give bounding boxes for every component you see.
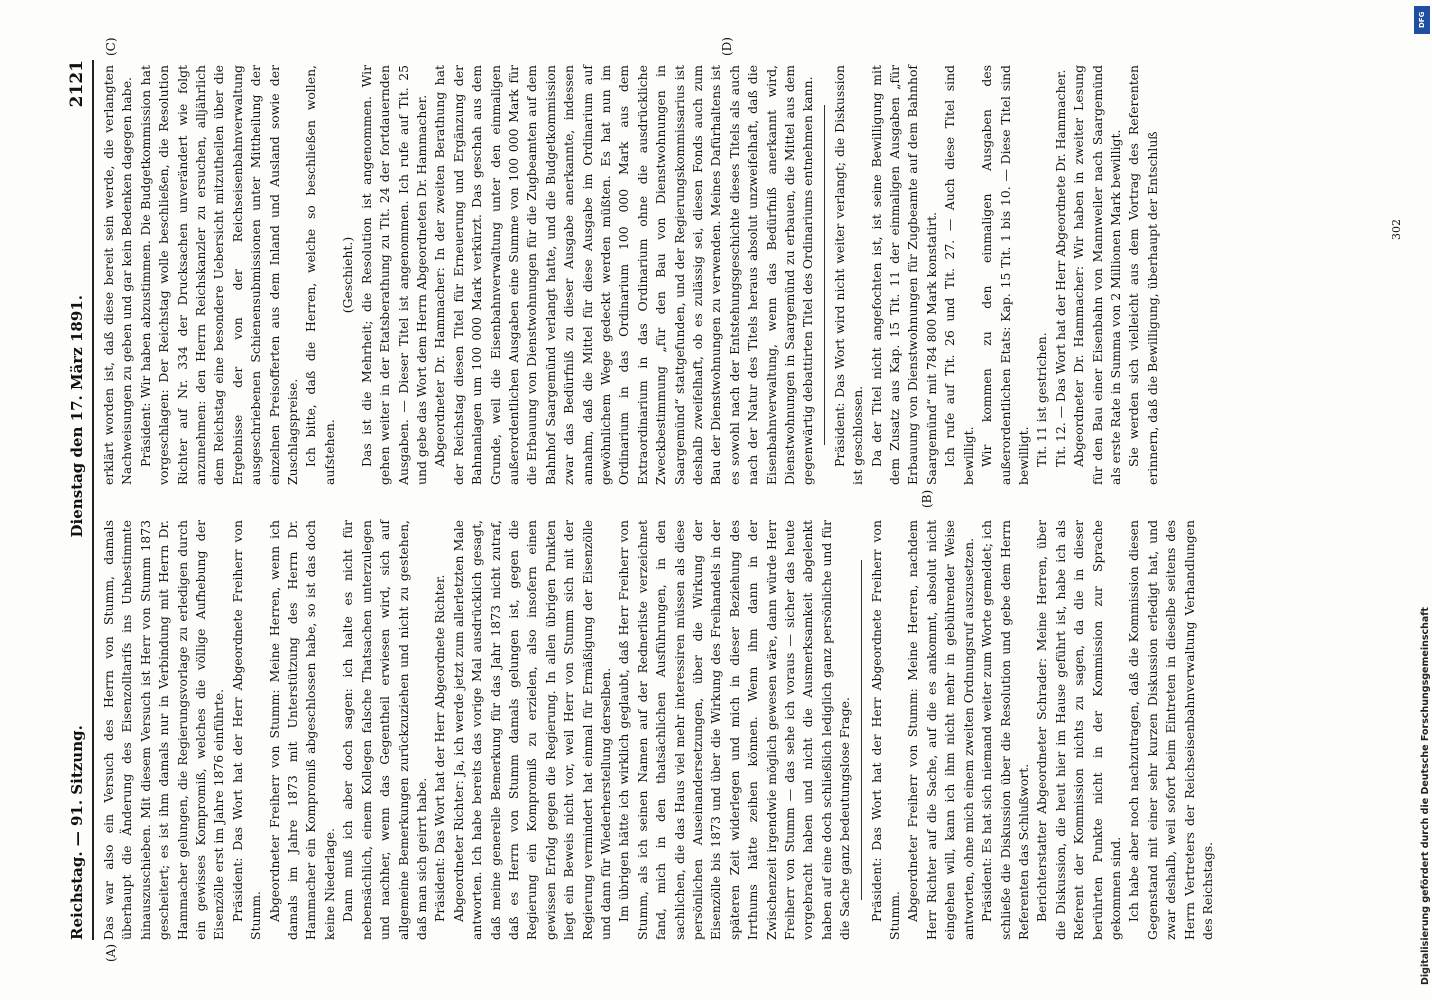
paragraph: Im übrigen hätte ich wirklich geglaubt, daß Herr Freiherr von Stumm, als ich seinen Namen auf der Rednerliste verzeichnet fand, mich in den thatsächlichen Ausführungen, in den sachlichen, die das Haus viel mehr interessiren müssen als diese persönlichen Auseinandersetzungen, über die Wirkung der Eisenzölle bis 1873 und über die Wirkung des Freihandels in der späteren Zeit widerlegen und mich in dieser Beziehung des Irrthums hätte zeihen können. Wenn ihm dann in der Zwischenzeit irgendwie möglich gewesen wäre, dann würde Herr Freiherr von Stumm — das sehe ich voraus — sicher das heute vorgebracht haben und nicht die Ausmerksamkeit abgelenkt haben auf eine doch schließlich lediglich ganz persönliche und für die Sache ganz bedeutungslose Frage.	[616, 520, 853, 940]
paragraph: Tit. 12. — Das Wort hat der Herr Abgeordnete Dr. Hammacher.	[1052, 69, 1068, 467]
header-rule	[92, 60, 94, 940]
paragraph: Abgeordneter Freiherr von Stumm: Meine Herren, wenn ich damals im Jahre 1873 mit Unterstützung des Herrn Dr. Hammacher ein Kompromiß abgeschlossen habe, so ist das doch keine Niederlage.	[266, 520, 337, 940]
margin-mark-a: (A)	[104, 943, 118, 962]
paragraph: erklärt worden ist, daß diese bereit sein werde, die verlangten Nachweisungen zu geben und gar kein Bedenken dagegen habe.	[101, 65, 135, 485]
page-header	[62, 60, 92, 940]
paragraph: Präsident: Das Wort hat der Herr Abgeordnete Freiherr von Stumm.	[229, 520, 264, 940]
paragraph: Ich habe aber noch nachzutragen, daß die Kommission diesen Gegenstand mit einer sehr kurzen Diskussion erledigt hat, und zwar deshalb, weil sofort beim Eintreten in dieselbe seitens des Herrn Vertreters der Reichseisenbahnverwaltung Verhandlungen des Reichstags.	[1126, 520, 1215, 940]
margin-mark-b: (B)	[920, 489, 934, 508]
paragraph: Abgeordneter Richter: Ja, ich werde jetzt zum allerletzten Male antworten. Ich habe bereits das vorige Mal ausdrücklich gesagt, daß meine generelle Bemerkung für das Jahr 1873 nicht zutraf, daß es Herrn von Stumm damals gelungen ist, gegen die Regierung ein Kompromiß zu erzielen, also insofern einen gewissen Erfolg gegen die Regierung. In allen übrigen Punkten liegt ein Beweis nicht vor, weil Herr von Stumm sich mit der Regierung vermindert hat einmal für Ermäßigung der Eisenzölle und dann für Wiederherstellung derselben.	[450, 520, 613, 940]
paragraph: Präsident: Es hat sich niemand weiter zum Worte gemeldet; ich schließe die Diskussion über die Resolution und gebe dem Herrn Referenten das Schlußwort.	[979, 520, 1031, 940]
header-title: Reichstag. — 91. Sitzung.	[68, 725, 86, 940]
paragraph: Präsident: Das Wort hat der Herr Abgeordnete Richter.	[432, 574, 448, 922]
paragraph: Präsident: Das Wort wird nicht weiter verlangt; die Diskussion ist geschlossen.	[831, 65, 866, 485]
dfg-logo: DFG	[1414, 6, 1430, 34]
paragraph: Das war also ein Versuch des Herrn von Stumm, damals überhaupt die Änderung des Eisenzolltarifs ins Unbestimmte hinauszuschieben. Mit diesem Versuch ist Herr von Stumm 1873 gescheitert; es ist ihm damals nur in Verbindung mit Herrn Dr. Hammacher gelungen, die Regierungsvorlage zu erledigen durch ein gewisses Kompromiß, welches die völlige Aufhebung der Eisenzölle erst im Jahre 1876 einführte.	[101, 520, 227, 940]
paragraph: Abgeordneter Dr. Hammacher: In der zweiten Berathung hat der Reichstag diesen Titel für Erneuerung und Ergänzung der Bahnanlagen um 100 000 Mark verkürzt. Das geschah aus dem Grunde, weil die Eisenbahnverwaltung unter den einmaligen außerordentlichen Ausgaben eine Summe von 100 000 Mark für die Erbauung von Dienstwohnungen für die Zugbeamten auf dem Bahnhof Saargemünd verlangt hatte, und die Budgetkommission zwar das Bedürfniß zu dieser Ausgabe anerkannte, indessen annahm, daß die Mittel für diese Ausgabe im Ordinarium auf gewöhnlichem Wege gedeckt werden müßten. Es hat nun im Ordinarium in das Ordinarium 100 000 Mark aus dem Extraordinarium in das Ordinarium ohne die ausdrückliche Zweckbestimmung „für den Bau von Dienstwohnungen in Saargemünd“ stattgefunden, und der Regierungskommissarius ist deshalb zweifelhaft, ob es zulässig sei, diesen Fonds auch zum Bau der Dienstwohnungen zu verwenden. Meines Dafürhaltens ist es sowohl nach der Entstehungsgeschichte dieses Titels als auch nach der Natur des Titels heraus absolut unzweifelhaft, daß die Eisenbahnverwaltung, wenn das Bedürfniß anerkannt wird, Dienstwohnungen in Saargemünd zu erbauen, die Mittel aus dem gegenwärtig debattirten Titel des Ordinariums entnehmen kann.	[432, 65, 816, 485]
margin-mark-c: (C)	[104, 37, 118, 56]
left-column	[100, 520, 1217, 940]
separator	[861, 560, 862, 900]
page-number: 2121	[67, 60, 87, 108]
paragraph: Das ist die Mehrheit; die Resolution ist angenommen. Wir gehen weiter in der Etatsberathung zu Tit. 24 der fortdauernden Ausgaben. — Dieser Titel ist angenommen. Ich rufe auf Tit. 25 und gebe das Wort dem Herrn Abgeordneten Dr. Hammacher.	[358, 65, 429, 485]
paragraph: Tit. 11 ist gestrichen.	[1034, 332, 1050, 467]
paragraph: Dann muß ich aber doch sagen: ich halte es nicht für nebensächlich, einem Kollegen falsche Thatsachen unterzulegen und nachher, wenn das Gegentheil erwiesen wird, sich auf allgemeine Bemerkungen zurückzuziehen und nicht zu gestehen, daß man sich geirrt habe.	[340, 520, 429, 940]
paragraph: Sie werden sich vielleicht aus dem Vortrag des Referenten erinnern, daß die Bewilligung, überhaupt der Entschluß	[1126, 65, 1160, 485]
paragraph: Präsident: Wir haben abzustimmen. Die Budgetkommission hat vorgeschlagen: Der Reichstag wolle beschließen, die Resolution Richter auf Nr. 334 der Drucksachen unverändert wie folgt anzunehmen: den Herrn Reichskanzler zu ersuchen, alljährlich dem Reichstag eine besondere Uebersicht mitzutheilen über die Ergebnisse der von der Reichseisenbahnverwaltung ausgeschriebenen Schienensubmissionen unter Mittheilung der einzelnen Preisofferten aus dem Inland und Ausland sowie der Zuschlagspreise.	[137, 65, 301, 485]
paragraph: Berichterstatter Abgeordneter Schrader: Meine Herren, über die Diskussion, die heut hier im Hause geführt ist, habe ich als Referent der Kommission nichts zu sagen, da die in dieser berührten Punkte nicht in der Kommission zur Sprache gekommen sind.	[1034, 520, 1123, 940]
separator	[824, 105, 825, 445]
digitization-credit: Digitalisierung gefördert durch die Deutsche Forschungsgemeinschaft	[1420, 607, 1431, 985]
paragraph: Da der Titel nicht angefochten ist, ist seine Bewilligung mit dem Zusatz aus Kap. 15 Tit. 11 der einmaligen Ausgaben „für Erbauung von Dienstwohnungen für Zugbeamte auf dem Bahnhof Saargemünd“ mit 784 800 Mark konstatirt.	[868, 65, 939, 485]
paragraph: Abgeordneter Dr. Hammacher: Wir haben in zweiter Lesung für den Bau einer Eisenbahn von Mannweiler nach Saargemünd als erste Rate in Summa von 2 Millionen Mark bewilligt.	[1071, 65, 1123, 485]
paragraph: Wir kommen zu den einmaligen Ausgaben des außerordentlichen Etats: Kap. 15 Tit. 1 bis 10. — Diese Titel sind bewilligt.	[979, 65, 1031, 485]
paragraph: Präsident: Das Wort hat der Herr Abgeordnete Freiherr von Stumm.	[868, 520, 903, 940]
paragraph: Abgeordneter Freiherr von Stumm: Meine Herren, nachdem Herr Richter auf die Sache, auf die es ankommt, absolut nicht eingehen will, kann ich ihm nicht mehr in gebührender Weise antworten, ohne mich einem zweiten Ordnungsruf auszusetzen.	[905, 520, 976, 940]
margin-mark-d: (D)	[720, 37, 734, 56]
paragraph: Ich rufe auf Tit. 26 und Tit. 27. — Auch diese Titel sind bewilligt.	[942, 65, 976, 485]
header-date: Dienstag den 17. März 1891.	[68, 295, 86, 538]
paragraph: (Geschieht.)	[340, 236, 356, 314]
paragraph: Ich bitte, daß die Herren, welche so beschließen wollen, aufstehen.	[303, 65, 337, 485]
signature-number: 302	[1390, 219, 1403, 240]
right-column	[100, 65, 1162, 485]
